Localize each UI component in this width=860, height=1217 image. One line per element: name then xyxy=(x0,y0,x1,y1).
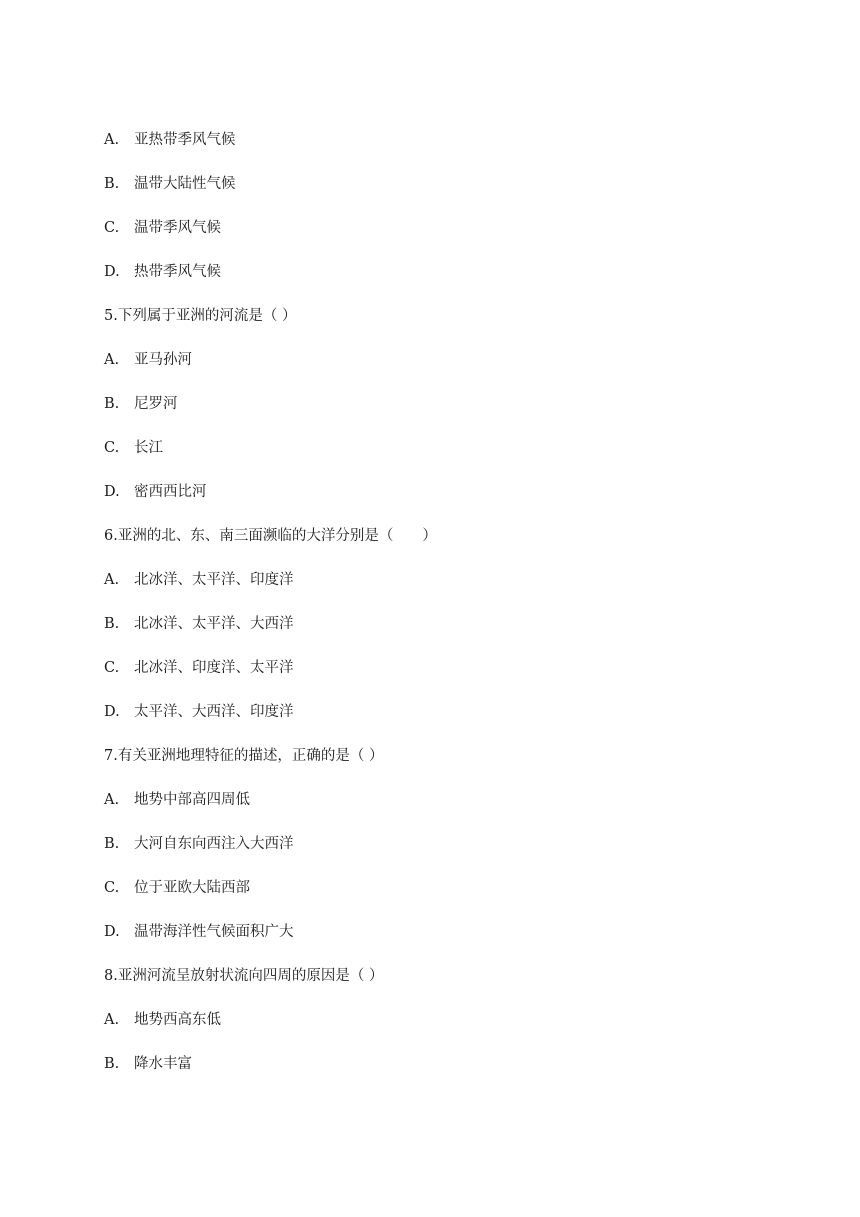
option-text: 北冰洋、印度洋、太平洋 xyxy=(134,660,294,676)
option-line xyxy=(104,350,192,370)
option-line xyxy=(104,174,236,194)
option-letter: D. xyxy=(104,924,120,940)
option-text: 长江 xyxy=(134,440,163,456)
option-text: 地势西高东低 xyxy=(134,1012,221,1028)
option-letter: A. xyxy=(104,572,120,588)
option-letter: A. xyxy=(104,792,120,808)
option-text: 降水丰富 xyxy=(134,1056,192,1072)
option-letter: B. xyxy=(104,836,120,852)
option-text: 位于亚欧大陆西部 xyxy=(134,880,250,896)
option-letter: A. xyxy=(104,132,120,148)
option-letter: C. xyxy=(104,880,120,896)
option-text: 密西西比河 xyxy=(134,484,207,500)
option-line xyxy=(104,878,250,898)
option-line xyxy=(104,262,221,282)
option-text: 温带季风气候 xyxy=(134,220,221,236)
option-line xyxy=(104,922,294,942)
option-line xyxy=(104,1010,221,1030)
question-line: 7.有关亚洲地理特征的描述，正确的是（ ） xyxy=(104,748,384,764)
option-text: 大河自东向西注入大西洋 xyxy=(134,836,294,852)
option-letter: D. xyxy=(104,484,120,500)
option-letter: B. xyxy=(104,616,120,632)
option-line xyxy=(104,438,163,458)
option-letter: C. xyxy=(104,220,120,236)
option-letter: B. xyxy=(104,176,120,192)
question-line: 5.下列属于亚洲的河流是（ ） xyxy=(104,308,297,324)
option-line xyxy=(104,218,221,238)
option-line xyxy=(104,394,178,414)
option-letter: A. xyxy=(104,352,120,368)
option-letter: C. xyxy=(104,440,120,456)
option-text: 亚马孙河 xyxy=(134,352,192,368)
option-line xyxy=(104,130,236,150)
option-line xyxy=(104,482,207,502)
option-line xyxy=(104,790,250,810)
option-text: 地势中部高四周低 xyxy=(134,792,250,808)
option-letter: C. xyxy=(104,660,120,676)
option-letter: A. xyxy=(104,1012,120,1028)
option-letter: B. xyxy=(104,1056,120,1072)
option-letter: D. xyxy=(104,264,120,280)
option-text: 太平洋、大西洋、印度洋 xyxy=(134,704,294,720)
option-text: 尼罗河 xyxy=(134,396,178,412)
option-text: 温带海洋性气候面积广大 xyxy=(134,924,294,940)
question-line: 8.亚洲河流呈放射状流向四周的原因是（ ） xyxy=(104,968,384,984)
option-line xyxy=(104,570,294,590)
option-text: 亚热带季风气候 xyxy=(134,132,236,148)
option-text: 北冰洋、太平洋、印度洋 xyxy=(134,572,294,588)
option-line xyxy=(104,614,294,634)
option-text: 北冰洋、太平洋、大西洋 xyxy=(134,616,294,632)
option-letter: B. xyxy=(104,396,120,412)
option-line xyxy=(104,1054,192,1074)
option-line xyxy=(104,834,294,854)
option-text: 热带季风气候 xyxy=(134,264,221,280)
question-line: 6.亚洲的北、东、南三面濒临的大洋分别是（ ） xyxy=(104,528,437,544)
option-line xyxy=(104,658,294,678)
option-text: 温带大陆性气候 xyxy=(134,176,236,192)
option-line xyxy=(104,702,294,722)
option-letter: D. xyxy=(104,704,120,720)
